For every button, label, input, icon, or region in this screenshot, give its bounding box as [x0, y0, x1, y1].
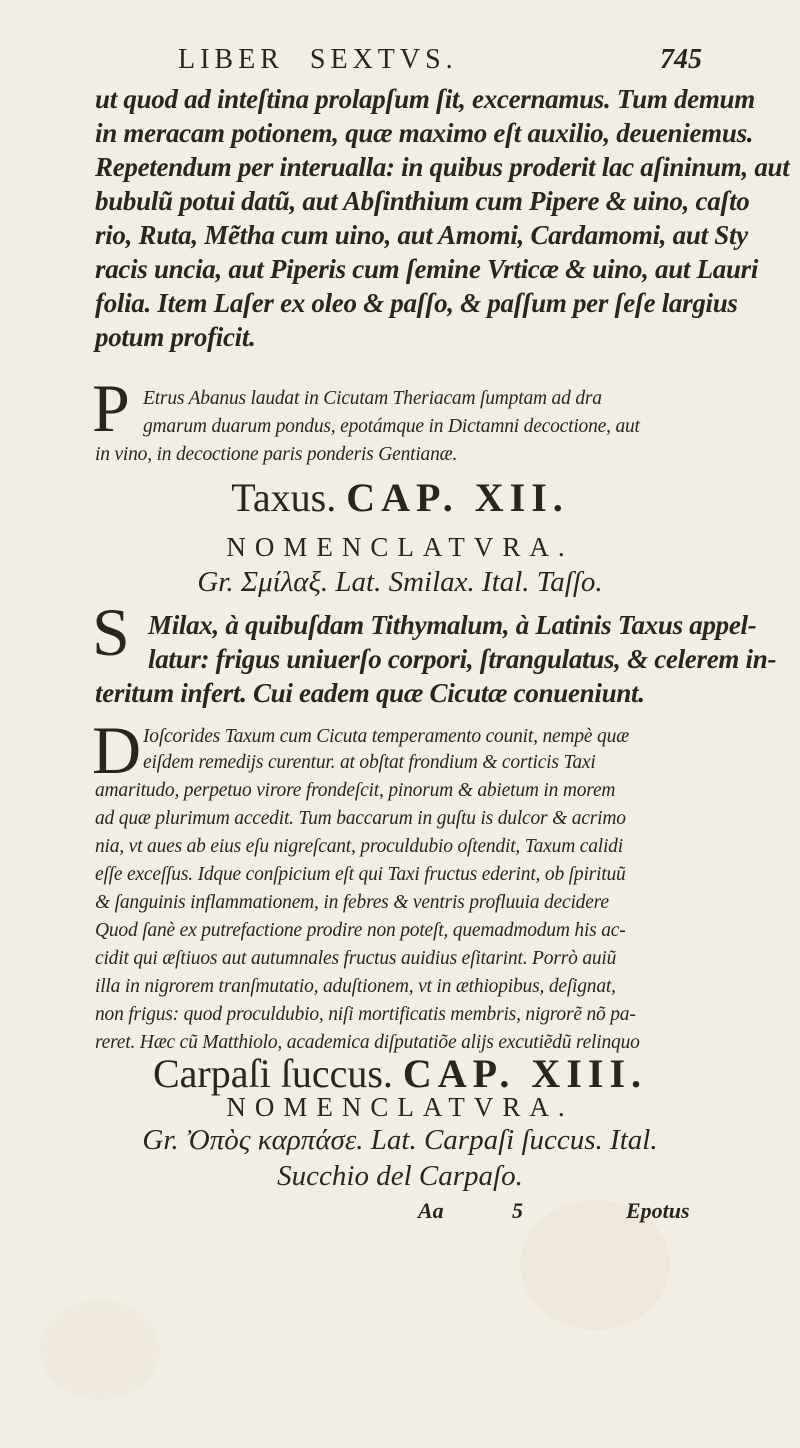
chapter-title-word: Taxus. — [231, 475, 337, 520]
text-line: & ſanguinis inflammationem, in febres & ventris profluuia decidere — [95, 892, 609, 913]
chapter-number: CAP. XII. — [346, 475, 569, 520]
text-line: bubulũ potui datũ, aut Abſinthium cum Pipere & uino, caſto — [95, 186, 750, 216]
nomenclatura-heading: NOMENCLATVRA. — [226, 532, 574, 562]
text-line: Milax, à quibuſdam Tithymalum, à Latinis Taxus appel- — [148, 610, 757, 640]
text-line: illa in nigrorem tranſmutatio, aduſtionem, vt in æthiopibus, deſignat, — [95, 976, 616, 997]
names-line: Gr. Ὀπὸς καρπάσε. Lat. Carpaſi ſuccus. Ital. — [142, 1124, 658, 1156]
running-header — [0, 40, 800, 80]
text-line: nia, vt aues ab eius eſu nigreſcant, proculdubio oſtendit, Taxum calidi — [95, 836, 623, 857]
text-line: ut quod ad inteſtina prolapſum ſit, excernamus. Tum demum — [95, 84, 755, 114]
text-line: in vino, in decoctione paris ponderis Gentianæ. — [95, 444, 458, 465]
names-line-continued: Succhio del Carpaſo. — [277, 1160, 523, 1192]
catchword: Epotus — [626, 1198, 690, 1223]
names-line: Gr. Σμίλαξ. Lat. Smilax. Ital. Taſſo. — [197, 566, 603, 598]
chapter-title-word: Carpaſi ſuccus. — [152, 1051, 393, 1096]
text-line: potum proficit. — [95, 322, 256, 352]
text-line: latur: frigus uniuerſo corpori, ſtrangulatus, & celerem in- — [148, 644, 777, 674]
text-line: Quod ſanè ex putrefactione prodire non poteſt, quemadmodum his ac- — [95, 920, 626, 941]
paper-stain — [40, 1300, 160, 1400]
text-line: reret. Hæc cũ Matthiolo, academica diſputatiõe alijs excutiẽdũ relinquo — [95, 1032, 640, 1053]
text-line: eiſdem remedijs curentur. at obſtat frondium & corticis Taxi — [143, 752, 596, 773]
text-line: gmarum duarum pondus, epotámque in Dictamni decoctione, aut — [143, 416, 640, 437]
chapter-title — [0, 474, 800, 521]
text-line: amaritudo, perpetuo virore frondeſcit, pinorum & abietum in morem — [95, 780, 616, 801]
text-line: Ioſcorides Taxum cum Cicuta temperamento counit, nempè quæ — [143, 726, 629, 747]
text-line: Etrus Abanus laudat in Cicutam Theriacam ſumptam ad dra — [143, 388, 602, 409]
running-title-word2: SEXTVS. — [309, 44, 458, 75]
text-line: folia. Item Laſer ex oleo & paſſo, & paſſum per ſeſe largius — [95, 288, 738, 318]
nomenclatura-heading: NOMENCLATVRA. — [226, 1092, 574, 1122]
signature-number: 5 — [512, 1198, 523, 1223]
text-line: eſſe exceſſus. Idque conſpicium eſt qui Taxi fructus ederint, ob ſpirituũ — [95, 864, 626, 885]
drop-initial: D — [92, 712, 142, 788]
text-line: cidit qui æſtiuos aut autumnales fructus auidius eſitarint. Porrò auiũ — [95, 948, 617, 969]
running-title-word1: LIBER — [178, 44, 284, 75]
text-line: in meracam potionem, quæ maximo eſt auxilio, deueniemus. — [95, 118, 754, 148]
chapter-number: CAP. XIII. — [402, 1051, 648, 1096]
drop-initial: P — [92, 370, 130, 446]
text-line: racis uncia, aut Piperis cum ſemine Vrticæ & uino, aut Lauri — [95, 254, 759, 284]
drop-initial: S — [92, 594, 130, 670]
text-line: Repetendum per interualla: in quibus proderit lac aſininum, aut — [95, 152, 790, 182]
running-title — [178, 44, 458, 76]
text-line: non frigus: quod proculdubio, niſi mortificatis membris, nigrorẽ nõ pa- — [95, 1004, 636, 1025]
chapter-title — [0, 1050, 800, 1097]
text-line: teritum infert. Cui eadem quæ Cicutæ conueniunt. — [95, 678, 645, 708]
text-line: ad quæ plurimum accedit. Tum baccarum in guſtu is dulcor & acrimo — [95, 808, 626, 829]
page-number: 745 — [660, 44, 702, 75]
text-line: rio, Ruta, Mẽtha cum uino, aut Amomi, Cardamomi, aut Sty — [95, 220, 748, 250]
signature-mark: Aa — [418, 1198, 444, 1223]
